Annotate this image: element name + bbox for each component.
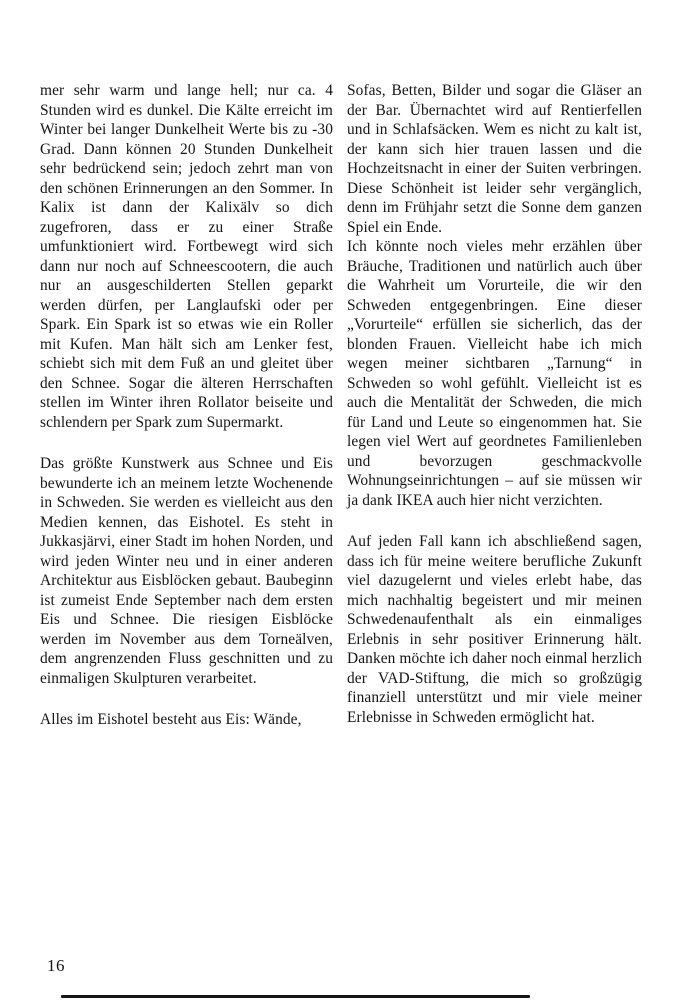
text-column-left	[40, 81, 333, 730]
paragraph-vorurteile: Ich könnte noch vieles mehr erzählen über Bräuche, Traditionen und natürlich auch über die Wahrheit um Vorurteile, die wir den Schweden entgegenbringen. Eine dieser „Vorurteile“ erfüllen sie sicherlich, das der blonden Frauen. Vielleicht habe ich mich wegen meiner sichtbaren „Tarnung“ in Schweden so wohl gefühlt. Vielleicht ist es auch die Mentalität der Schweden, die mich für Land und Leute so eingenommen hat. Sie legen viel Wert auf geordnetes Familienleben und bevorzugen geschmackvolle Wohnungseinrichtungen – auf sie müssen wir ja dank IKEA auch hier nicht verzichten.	[347, 238, 642, 509]
text-column-right	[347, 81, 642, 727]
paragraph-eishotel-interior-continued: Sofas, Betten, Bilder und sogar die Gläser an der Bar. Übernachtet wird auf Rentierfellen und in Schlafsäcken. Wem es nicht zu kalt ist, der kann sich hier trauen lassen und die Hochzeitsnacht in einer der Suiten verbringen. Diese Schönheit ist leider sehr vergänglich, denn im Frühjahr setzt die Sonne dem ganzen Spiel ein Ende.	[347, 82, 642, 236]
scan-artifact-line	[61, 995, 530, 998]
paragraph-eishotel-construction: Das größte Kunstwerk aus Schnee und Eis bewunderte ich an meinem letzte Wochenende in Schweden. Sie werden es vielleicht aus den Medien kennen, das Eishotel. Es steht in Jukkasjärvi, einer Stadt im hohen Norden, und wird jeden Winter neu und in einer anderen Architektur aus Eisblöcken gebaut. Baubeginn ist zumeist Ende September nach dem ersten Eis und Schnee. Die riesigen Eisblöcke werden im November aus dem Torneälven, dem angrenzenden Fluss geschnitten und zu einmaligen Skulpturen verarbeitet.	[40, 455, 333, 687]
page-number: 16	[47, 956, 65, 975]
paragraph-winter-darkness: mer sehr warm und lange hell; nur ca. 4 Stunden wird es dunkel. Die Kälte erreicht im Winter bei langer Dunkelheit Werte bis zu -30 Grad. Dann können 20 Stunden Dunkelheit sehr bedrückend sein; jedoch zehrt man von den schönen Erinnerungen an den Sommer. In Kalix ist dann der Kalixälv so dich zugefroren, dass er zu einer Straße umfunktioniert wird. Fortbewegt wird sich dann nur noch auf Schneescootern, die auch nur an ausgeschilderten Stellen geparkt werden dürfen, per Langlaufski oder per Spark. Ein Spark ist so etwas wie ein Roller mit Kufen. Man hält sich am Lenker fest, schiebt sich mit dem Fuß an und gleitet über den Schnee. Sogar die älteren Herrschaften stellen im Winter ihren Rollator beiseite und schlendern per Spark zum Supermarkt.	[40, 82, 333, 431]
paragraph-closing-thanks: Auf jeden Fall kann ich abschließend sagen, dass ich für meine weitere berufliche Zukunft viel dazugelernt und vieles erlebt habe, das mich nachhaltig begeistert und mir meinen Schwedenaufenthalt als ein einmaliges Erlebnis in sehr positiver Erinnerung hält. Danken möchte ich daher noch einmal herzlich der VAD-Stiftung, die mich so großzügig finanziell unterstützt und mir viele meiner Erlebnisse in Schweden ermöglicht hat.	[347, 533, 642, 726]
paragraph-eishotel-interior-start: Alles im Eishotel besteht aus Eis: Wände,	[40, 711, 302, 728]
